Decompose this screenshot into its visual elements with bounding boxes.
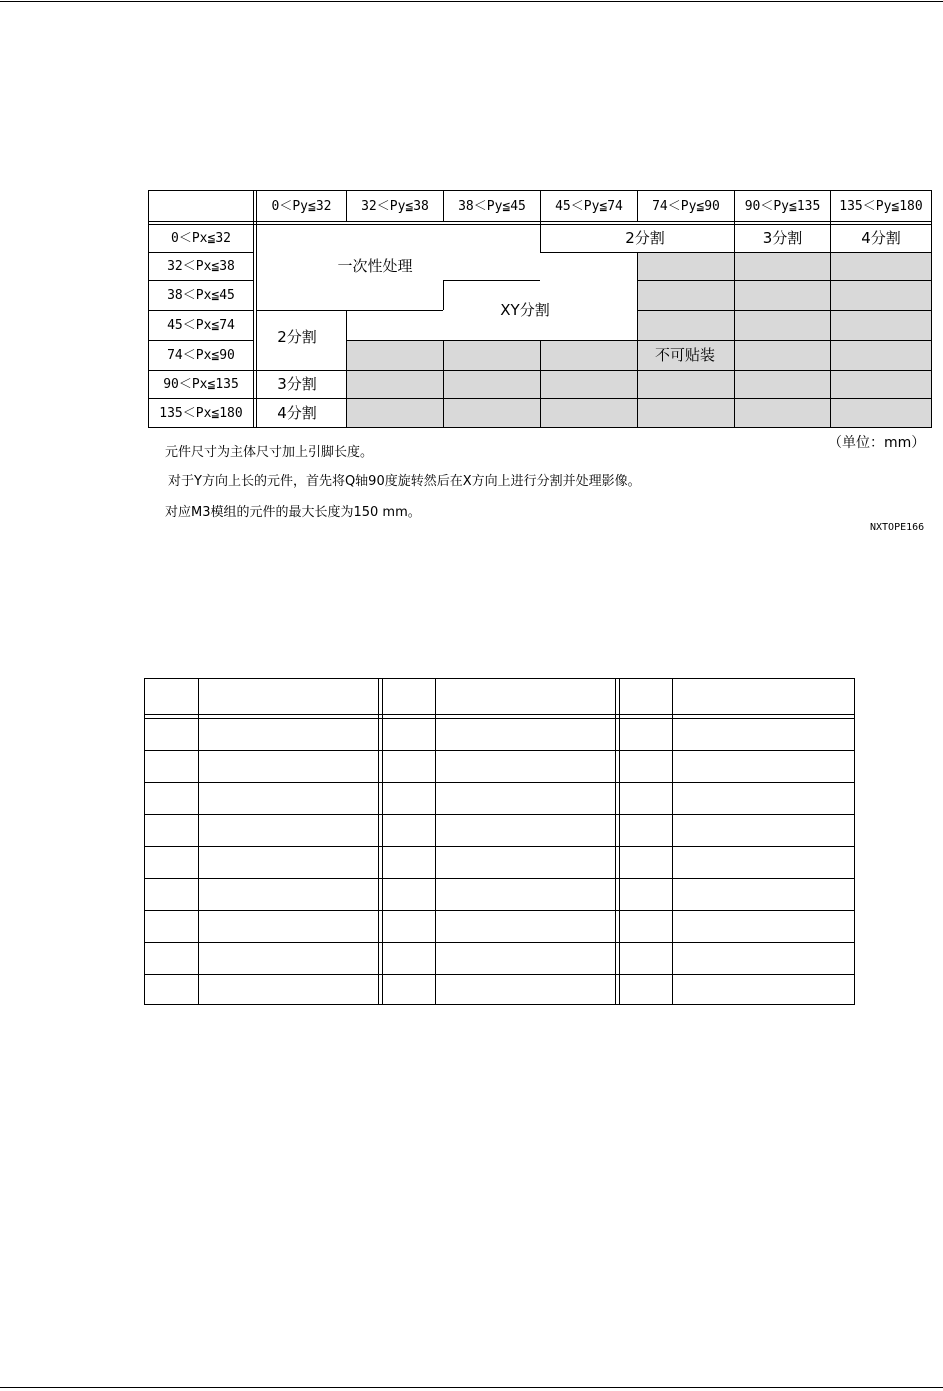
row-header: 45＜Px≦74	[167, 318, 235, 333]
row-header: 38＜Px≦45	[167, 288, 235, 303]
column-header: 38＜Py≦45	[458, 198, 526, 214]
column-header: 0＜Py≦32	[271, 198, 332, 214]
column-header: 45＜Py≦74	[555, 198, 623, 214]
figure-code: NXTOPE166	[870, 522, 925, 533]
region-xy-split: XY分割	[500, 300, 550, 319]
column-header: 90＜Py≦135	[744, 198, 821, 214]
row-header: 135＜Px≦180	[159, 405, 243, 421]
region-split-4-left: 4分割	[277, 403, 317, 422]
row-header: 0＜Px≦32	[171, 231, 231, 246]
note-line-3: 对应M3模组的元件的最大长度为150 mm。	[165, 505, 421, 520]
row-header: 32＜Px≦38	[167, 259, 235, 274]
row-header: 90＜Px≦135	[163, 377, 239, 392]
region-split-4-top: 4分割	[861, 229, 901, 247]
region-split-3-left: 3分割	[277, 375, 317, 393]
region-split-2-left: 2分割	[277, 327, 317, 346]
note-line-2: 对于Y方向上长的元件，首先将Q轴90度旋转然后在X方向上进行分割并处理影像。	[168, 474, 641, 489]
region-split-3-top: 3分割	[762, 229, 803, 247]
column-header: 135＜Py≦180	[839, 198, 923, 214]
column-header: 74＜Py≦90	[652, 198, 720, 214]
unit-label: （单位：mm）	[828, 435, 926, 451]
note-line-1: 元件尺寸为主体尺寸加上引脚长度。	[165, 445, 374, 460]
region-one-pass: 一次性处理	[337, 256, 413, 275]
region-split-2-top: 2分割	[625, 229, 665, 247]
region-not-mountable: 不可贴装	[654, 346, 715, 364]
column-header: 32＜Py≦38	[361, 198, 429, 214]
row-header: 74＜Px≦90	[167, 348, 235, 363]
